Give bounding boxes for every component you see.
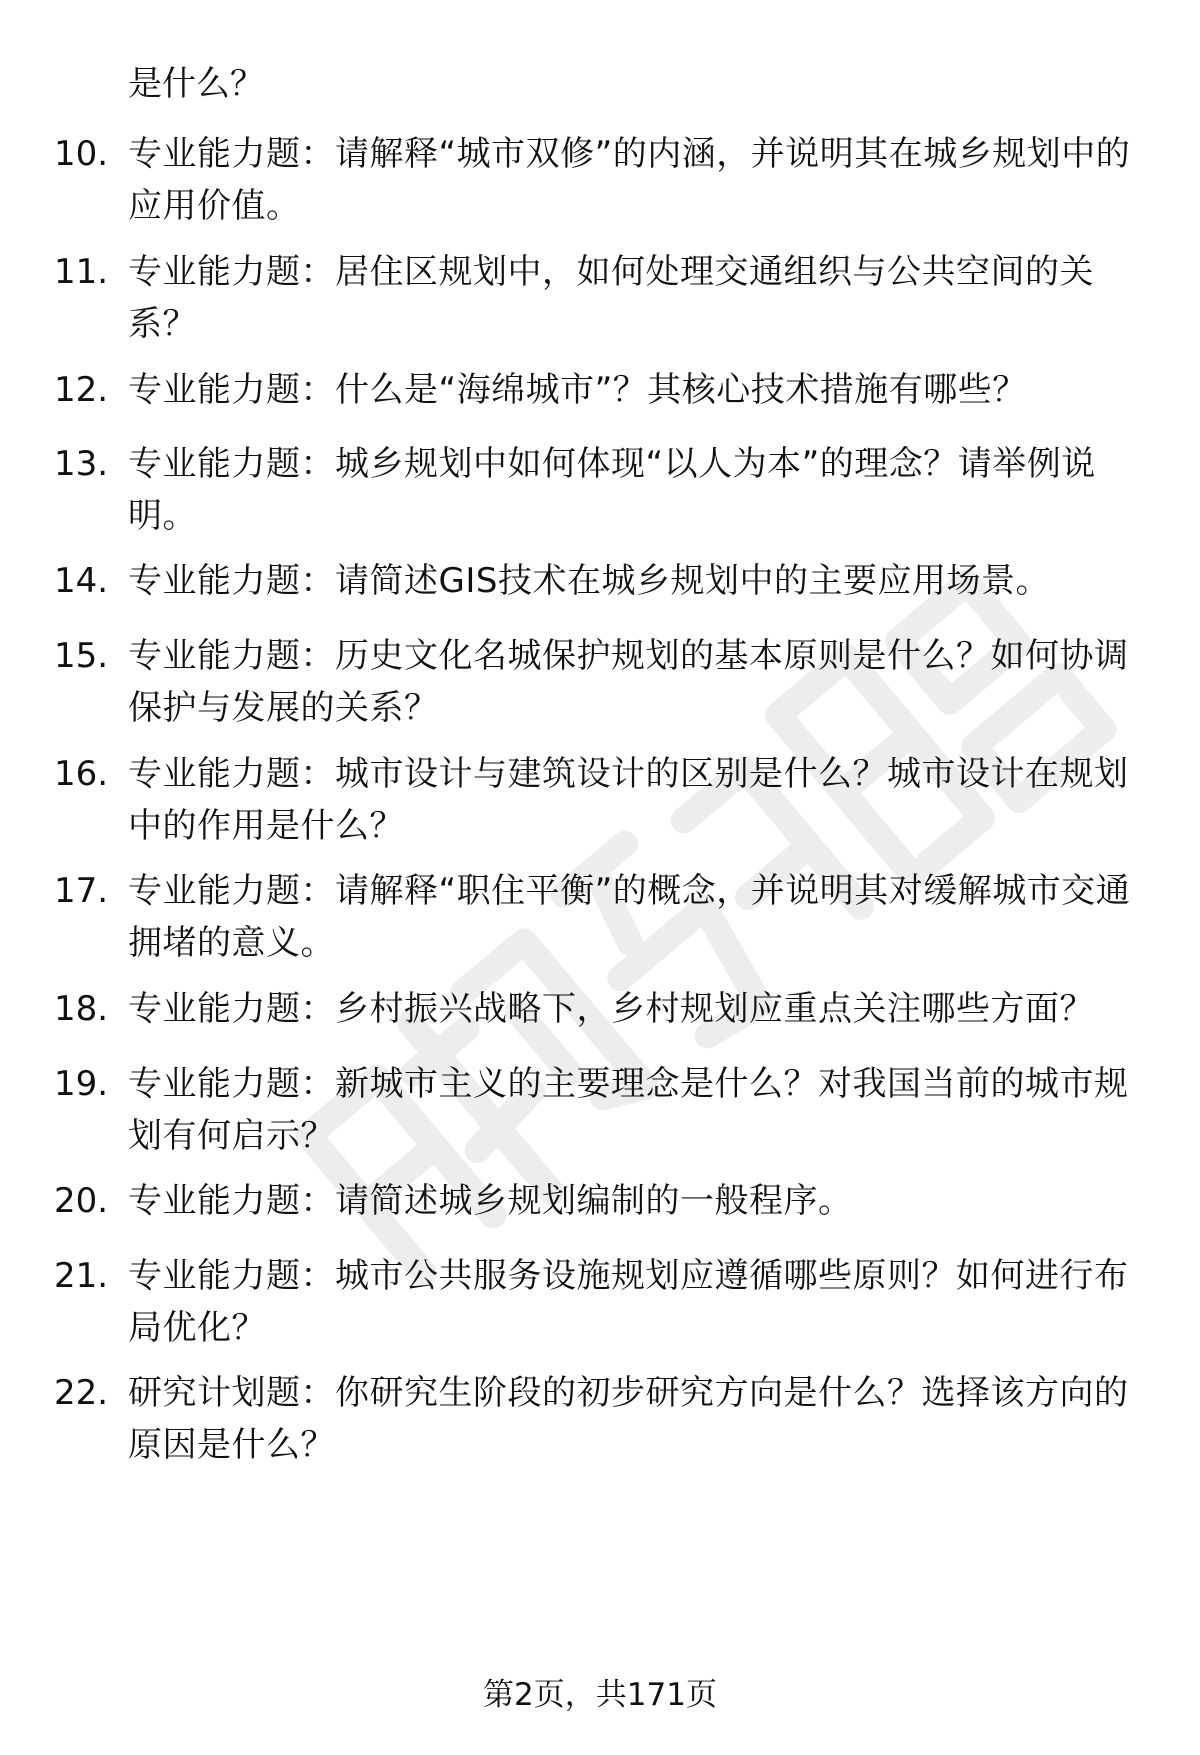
question-number: 22.: [54, 1373, 109, 1413]
question-number: 14.: [54, 561, 109, 601]
question-number: 17.: [54, 871, 109, 911]
question-number: 11.: [54, 252, 109, 292]
question-text: 专业能力题：请简述城乡规划编制的一般程序。: [128, 1181, 853, 1221]
question-text: 专业能力题：什么是“海绵城市”？其核心技术措施有哪些？: [128, 370, 1027, 410]
question-text: 专业能力题：居住区规划中，如何处理交通组织与公共空间的关系？: [128, 252, 1094, 344]
continuation-text: 是什么？: [128, 64, 264, 104]
question-number: 18.: [54, 989, 109, 1029]
question-text: 专业能力题：请简述GIS技术在城乡规划中的主要应用场景。: [128, 561, 1050, 601]
page-footer: 第2页，共171页: [483, 1677, 717, 1713]
question-number: 16.: [54, 754, 109, 794]
question-text: 专业能力题：城市设计与建筑设计的区别是什么？城市设计在规划中的作用是什么？: [128, 754, 1129, 846]
question-number: 13.: [54, 444, 109, 484]
question-number: 21.: [54, 1256, 109, 1296]
question-text: 专业能力题：城乡规划中如何体现“以人为本”的理念？请举例说明。: [128, 444, 1096, 536]
question-text: 研究计划题：你研究生阶段的初步研究方向是什么？选择该方向的原因是什么？: [128, 1373, 1129, 1465]
question-text: 专业能力题：历史文化名城保护规划的基本原则是什么？如何协调保护与发展的关系？: [128, 636, 1129, 728]
question-text: 专业能力题：城市公共服务设施规划应遵循哪些原则？如何进行布局优化？: [128, 1256, 1129, 1348]
question-text: 专业能力题：乡村振兴战略下，乡村规划应重点关注哪些方面？: [128, 989, 1094, 1029]
question-text: 专业能力题：请解释“职住平衡”的概念，并说明其对缓解城市交通拥堵的意义。: [128, 871, 1131, 963]
question-number: 10.: [54, 134, 109, 174]
question-number: 12.: [54, 370, 109, 410]
question-number: 20.: [54, 1181, 109, 1221]
question-text: 专业能力题：请解释“城市双修”的内涵，并说明其在城乡规划中的应用价值。: [128, 134, 1131, 226]
question-number: 19.: [54, 1064, 109, 1104]
question-text: 专业能力题：新城市主义的主要理念是什么？对我国当前的城市规划有何启示？: [128, 1064, 1129, 1156]
question-number: 15.: [54, 636, 109, 676]
